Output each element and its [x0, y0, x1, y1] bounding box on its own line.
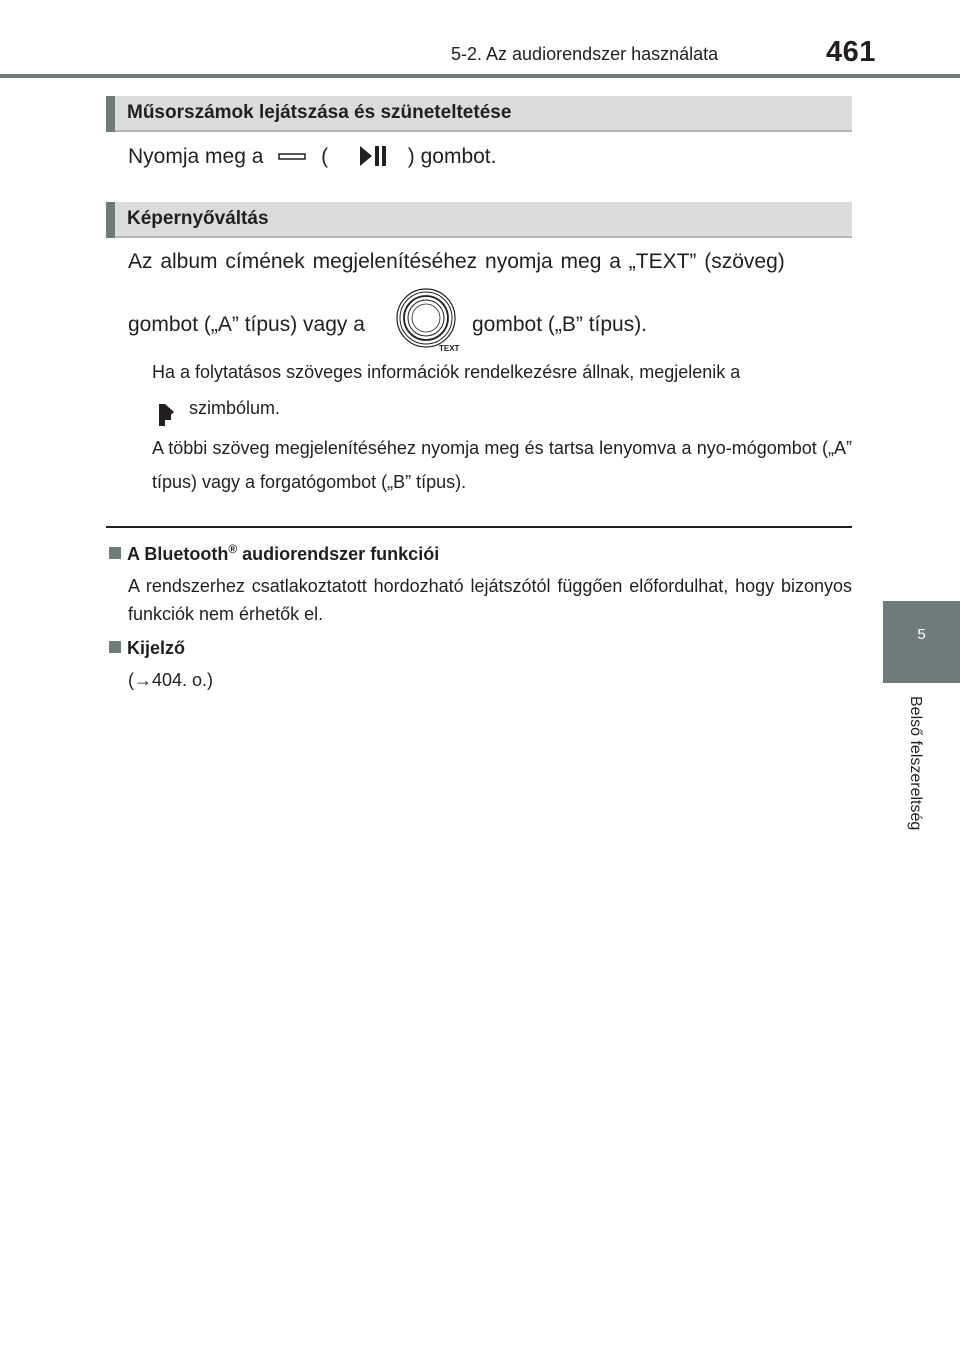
heading-bar [106, 96, 115, 132]
bluetooth-note-title [109, 542, 439, 565]
instruction-prefix: Nyomja meg a [128, 145, 264, 168]
bullet-square-icon [109, 547, 121, 559]
minus-button-icon [275, 146, 309, 166]
continuation-arrow-icon [155, 396, 179, 428]
display-note-title [109, 638, 185, 659]
heading-bar [106, 202, 115, 238]
note-continuation-line2: szimbólum. [189, 398, 281, 418]
bullet-square-icon [109, 641, 121, 653]
section-title: Műsorszámok lejátszása és szüneteltetése [127, 102, 512, 123]
header-rule [0, 74, 960, 78]
display-title: Kijelző [127, 638, 186, 658]
chapter-tab-number: 5 [917, 626, 926, 643]
bluetooth-note-body: A rendszerhez csatlakoztatott hordozható lejátszótól függően előfordulhat, hogy bizonyos funkciók nem érhetők el. [128, 576, 852, 624]
page-number: 461 [826, 36, 876, 68]
section-title: Képernyőváltás [127, 208, 269, 229]
play-pause-icon [338, 143, 398, 169]
chapter-tab-label: Belső felszereltség [907, 696, 924, 831]
display-instruction-line1: Az album címének megjelenítéséhez nyomja meg a „TEXT” (szöveg) [128, 250, 785, 273]
bluetooth-title-b: audiorendszer funkciói [237, 544, 440, 564]
section-divider [106, 526, 852, 528]
bluetooth-title-a: A Bluetooth [127, 544, 229, 564]
note-long-press: A többi szöveg megjelenítéséhez nyomja meg és tartsa lenyomva a nyo-mógombot („A” típus) vagy a forgatógombot („B” típus). [152, 438, 852, 492]
note-continuation-line1: Ha a folytatásos szöveges információk rendelkezésre állnak, megjelenik a [152, 362, 741, 382]
display-note-ref: (→404. o.) [128, 670, 214, 690]
knob-label: TEXT [439, 344, 460, 353]
chapter-title: 5-2. Az audiorendszer használata [451, 44, 719, 64]
display-instruction-line2-suffix: gombot („B” típus). [472, 313, 648, 336]
instruction-paren: ( [321, 145, 329, 168]
registered-mark: ® [228, 542, 238, 556]
section-heading-playback [106, 96, 852, 132]
display-instruction-line2-prefix: gombot („A” típus) vagy a [128, 313, 365, 336]
section-heading-display-switch [106, 202, 852, 238]
instruction-suffix: ) gombot. [407, 145, 497, 168]
playback-instruction [128, 143, 496, 169]
